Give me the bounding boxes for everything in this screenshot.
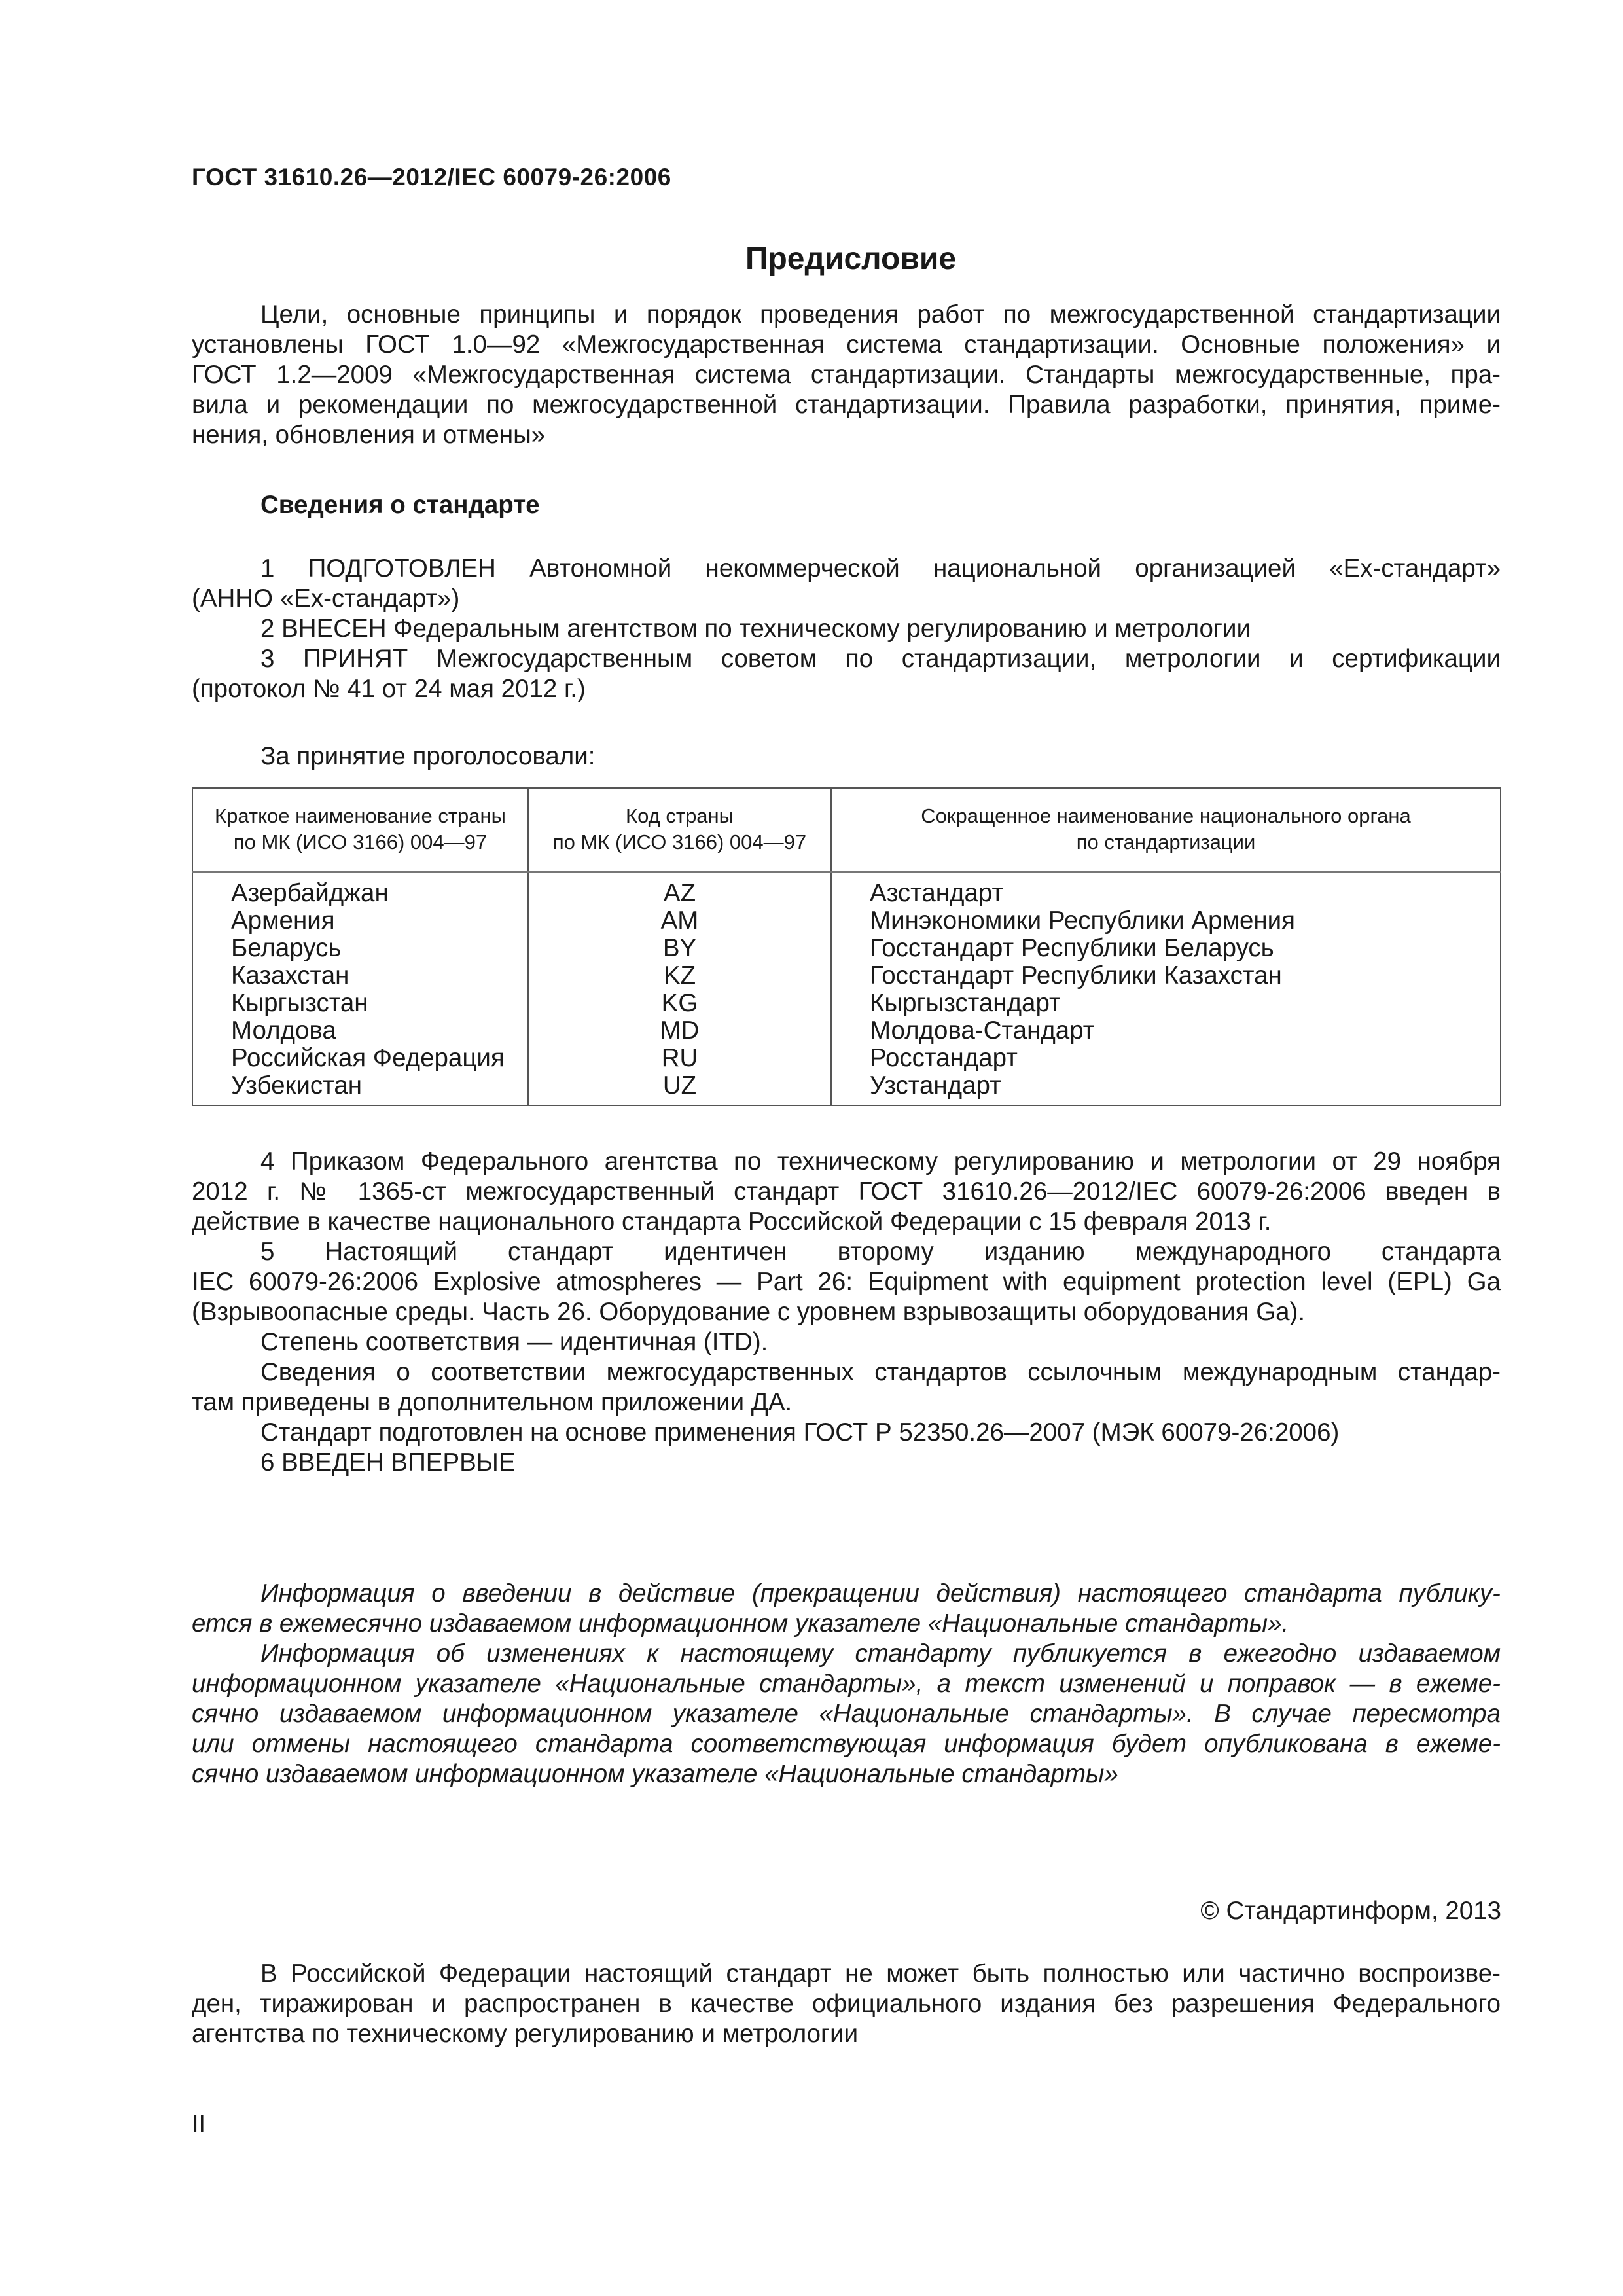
notice-line: информационном указателе «Национальные стандарты», а текст изменений и поправок — в ежеме-: [192, 1670, 1501, 1698]
table-row: [192, 907, 1501, 935]
country-cell: Российская Федерация: [192, 1045, 528, 1072]
body-cell: Кыргызстандарт: [831, 990, 1501, 1017]
item-4-line: действие в качестве национального стандарта Российской Федерации с 15 февраля 2013 г.: [192, 1208, 1272, 1236]
item-4-line: 4 Приказом Федерального агентства по техническому регулированию и метрологии от 29 ноября: [260, 1147, 1501, 1175]
body-cell: Госстандарт Республики Беларусь: [831, 935, 1501, 962]
table-header-body: [831, 788, 1501, 872]
item-3-line: (протокол № 41 от 24 мая 2012 г.): [192, 675, 586, 703]
country-cell: Армения: [192, 907, 528, 935]
code-cell: RU: [528, 1045, 831, 1072]
items-4-6: [192, 1147, 1501, 1478]
notice-line: Информация о введении в действие (прекращении действия) настоящего стандарта публику-: [260, 1579, 1501, 1607]
code-cell: UZ: [528, 1072, 831, 1105]
intro-line: нения, обновления и отмены»: [192, 421, 546, 449]
header-line: Сокращенное наименование национального органа: [921, 804, 1411, 827]
body-cell: Госстандарт Республики Казахстан: [831, 962, 1501, 990]
code-cell: KG: [528, 990, 831, 1017]
item-5-line: 5 Настоящий стандарт идентичен второму изданию международного стандарта: [260, 1238, 1501, 1266]
country-cell: Беларусь: [192, 935, 528, 962]
body-cell: Росстандарт: [831, 1045, 1501, 1072]
degree-line: Степень соответствия — идентичная (ITD).: [260, 1328, 768, 1356]
page-title: Предисловие: [745, 242, 957, 276]
body-cell: Молдова-Стандарт: [831, 1017, 1501, 1045]
header-line: по МК (ИСО 3166) 004—97: [552, 831, 807, 853]
votes-table: [192, 787, 1501, 1106]
table-row: [192, 935, 1501, 962]
table-header-country: [192, 788, 528, 872]
intro-line: установлены ГОСТ 1.0—92 «Межгосударственная система стандартизации. Основные положения» и: [192, 331, 1501, 359]
country-cell: Узбекистан: [192, 1072, 528, 1105]
legal-paragraph: [192, 1959, 1501, 2049]
item-6: 6 ВВЕДЕН ВПЕРВЫЕ: [260, 1448, 516, 1477]
body-cell: Узстандарт: [831, 1072, 1501, 1105]
country-cell: Азербайджан: [192, 872, 528, 908]
refs-line: Сведения о соответствии межгосударственных стандартов ссылочным международным стандар-: [260, 1358, 1501, 1386]
item-1-line: (АННО «Ех-стандарт»): [192, 584, 460, 613]
body-cell: Минэкономики Республики Армения: [831, 907, 1501, 935]
item-5-line: IEC 60079-26:2006 Explosive atmospheres — Part 26: Equipment with equipment protection level (EPL) Ga: [192, 1268, 1501, 1296]
code-cell: KZ: [528, 962, 831, 990]
item-2: 2 ВНЕСЕН Федеральным агентством по техническому регулированию и метрологии: [260, 615, 1251, 643]
legal-line: ден, тиражирован и распространен в качестве официального издания без разрешения Федерального: [192, 1990, 1501, 2018]
table-header-code: [528, 788, 831, 872]
notice-line: ется в ежемесячно издаваемом информационном указателе «Национальные стандарты».: [192, 1609, 1289, 1638]
table-header-row: [192, 788, 1501, 872]
notice-line: или отмены настоящего стандарта соответствующая информация будет опубликована в ежеме-: [192, 1730, 1501, 1758]
notice-line: Информация об изменениях к настоящему стандарту публикуется в ежегодно издаваемом: [260, 1640, 1501, 1668]
info-heading: Сведения о стандарте: [260, 491, 540, 519]
notice-line: сячно издаваемом информационном указателе «Национальные стандарты»: [192, 1760, 1118, 1788]
intro-line: ГОСТ 1.2—2009 «Межгосударственная система стандартизации. Стандарты межгосударственные, пра-: [192, 361, 1501, 389]
table-row: [192, 1017, 1501, 1045]
basis-line: Стандарт подготовлен на основе применения ГОСТ Р 52350.26—2007 (МЭК 60079-26:2006): [260, 1418, 1340, 1446]
code-cell: AM: [528, 907, 831, 935]
copyright-line: © Стандартинформ, 2013: [1200, 1897, 1501, 1925]
legal-line: В Российской Федерации настоящий стандарт не может быть полностью или частично воспроизве-: [260, 1960, 1501, 1988]
items-1-3: [192, 554, 1501, 704]
table-row: [192, 872, 1501, 908]
intro-line: вила и рекомендации по межгосударственной стандартизации. Правила разработки, принятия, приме-: [192, 391, 1501, 419]
table-row: [192, 990, 1501, 1017]
header-line: по стандартизации: [1076, 831, 1256, 853]
item-5-line: (Взрывоопасные среды. Часть 26. Оборудование с уровнем взрывозащиты оборудования Ga).: [192, 1298, 1306, 1326]
intro-line: Цели, основные принципы и порядок проведения работ по межгосударственной стандартизации: [260, 300, 1501, 329]
legal-line: агентства по техническому регулированию и метрологии: [192, 2020, 859, 2048]
table-row: [192, 1045, 1501, 1072]
table-row: [192, 962, 1501, 990]
notice-line: сячно издаваемом информационном указателе «Национальные стандарты». В случае пересмотра: [192, 1700, 1501, 1728]
table-row: [192, 1072, 1501, 1105]
document-code-header: ГОСТ 31610.26—2012/IEC 60079-26:2006: [192, 164, 671, 190]
code-cell: AZ: [528, 872, 831, 908]
refs-line: там приведены в дополнительном приложении ДА.: [192, 1388, 793, 1416]
header-line: по МК (ИСО 3166) 004—97: [233, 831, 488, 853]
item-3-line: 3 ПРИНЯТ Межгосударственным советом по стандартизации, метрологии и сертификации: [260, 645, 1501, 673]
intro-paragraph: [192, 300, 1501, 450]
votes-heading: За принятие проголосовали:: [260, 742, 596, 770]
page-number: II: [192, 2111, 206, 2138]
country-cell: Кыргызстан: [192, 990, 528, 1017]
header-line: Краткое наименование страны: [215, 804, 506, 827]
publication-notice: [192, 1579, 1501, 1789]
item-4-line: 2012 г. № 1365-ст межгосударственный стандарт ГОСТ 31610.26—2012/IEC 60079-26:2006 введен в: [192, 1177, 1501, 1206]
country-cell: Молдова: [192, 1017, 528, 1045]
body-cell: Азстандарт: [831, 872, 1501, 908]
header-line: Код страны: [626, 804, 734, 827]
country-cell: Казахстан: [192, 962, 528, 990]
item-1-line: 1 ПОДГОТОВЛЕН Автономной некоммерческой национальной организацией «Ех-стандарт»: [260, 554, 1501, 583]
code-cell: MD: [528, 1017, 831, 1045]
code-cell: BY: [528, 935, 831, 962]
